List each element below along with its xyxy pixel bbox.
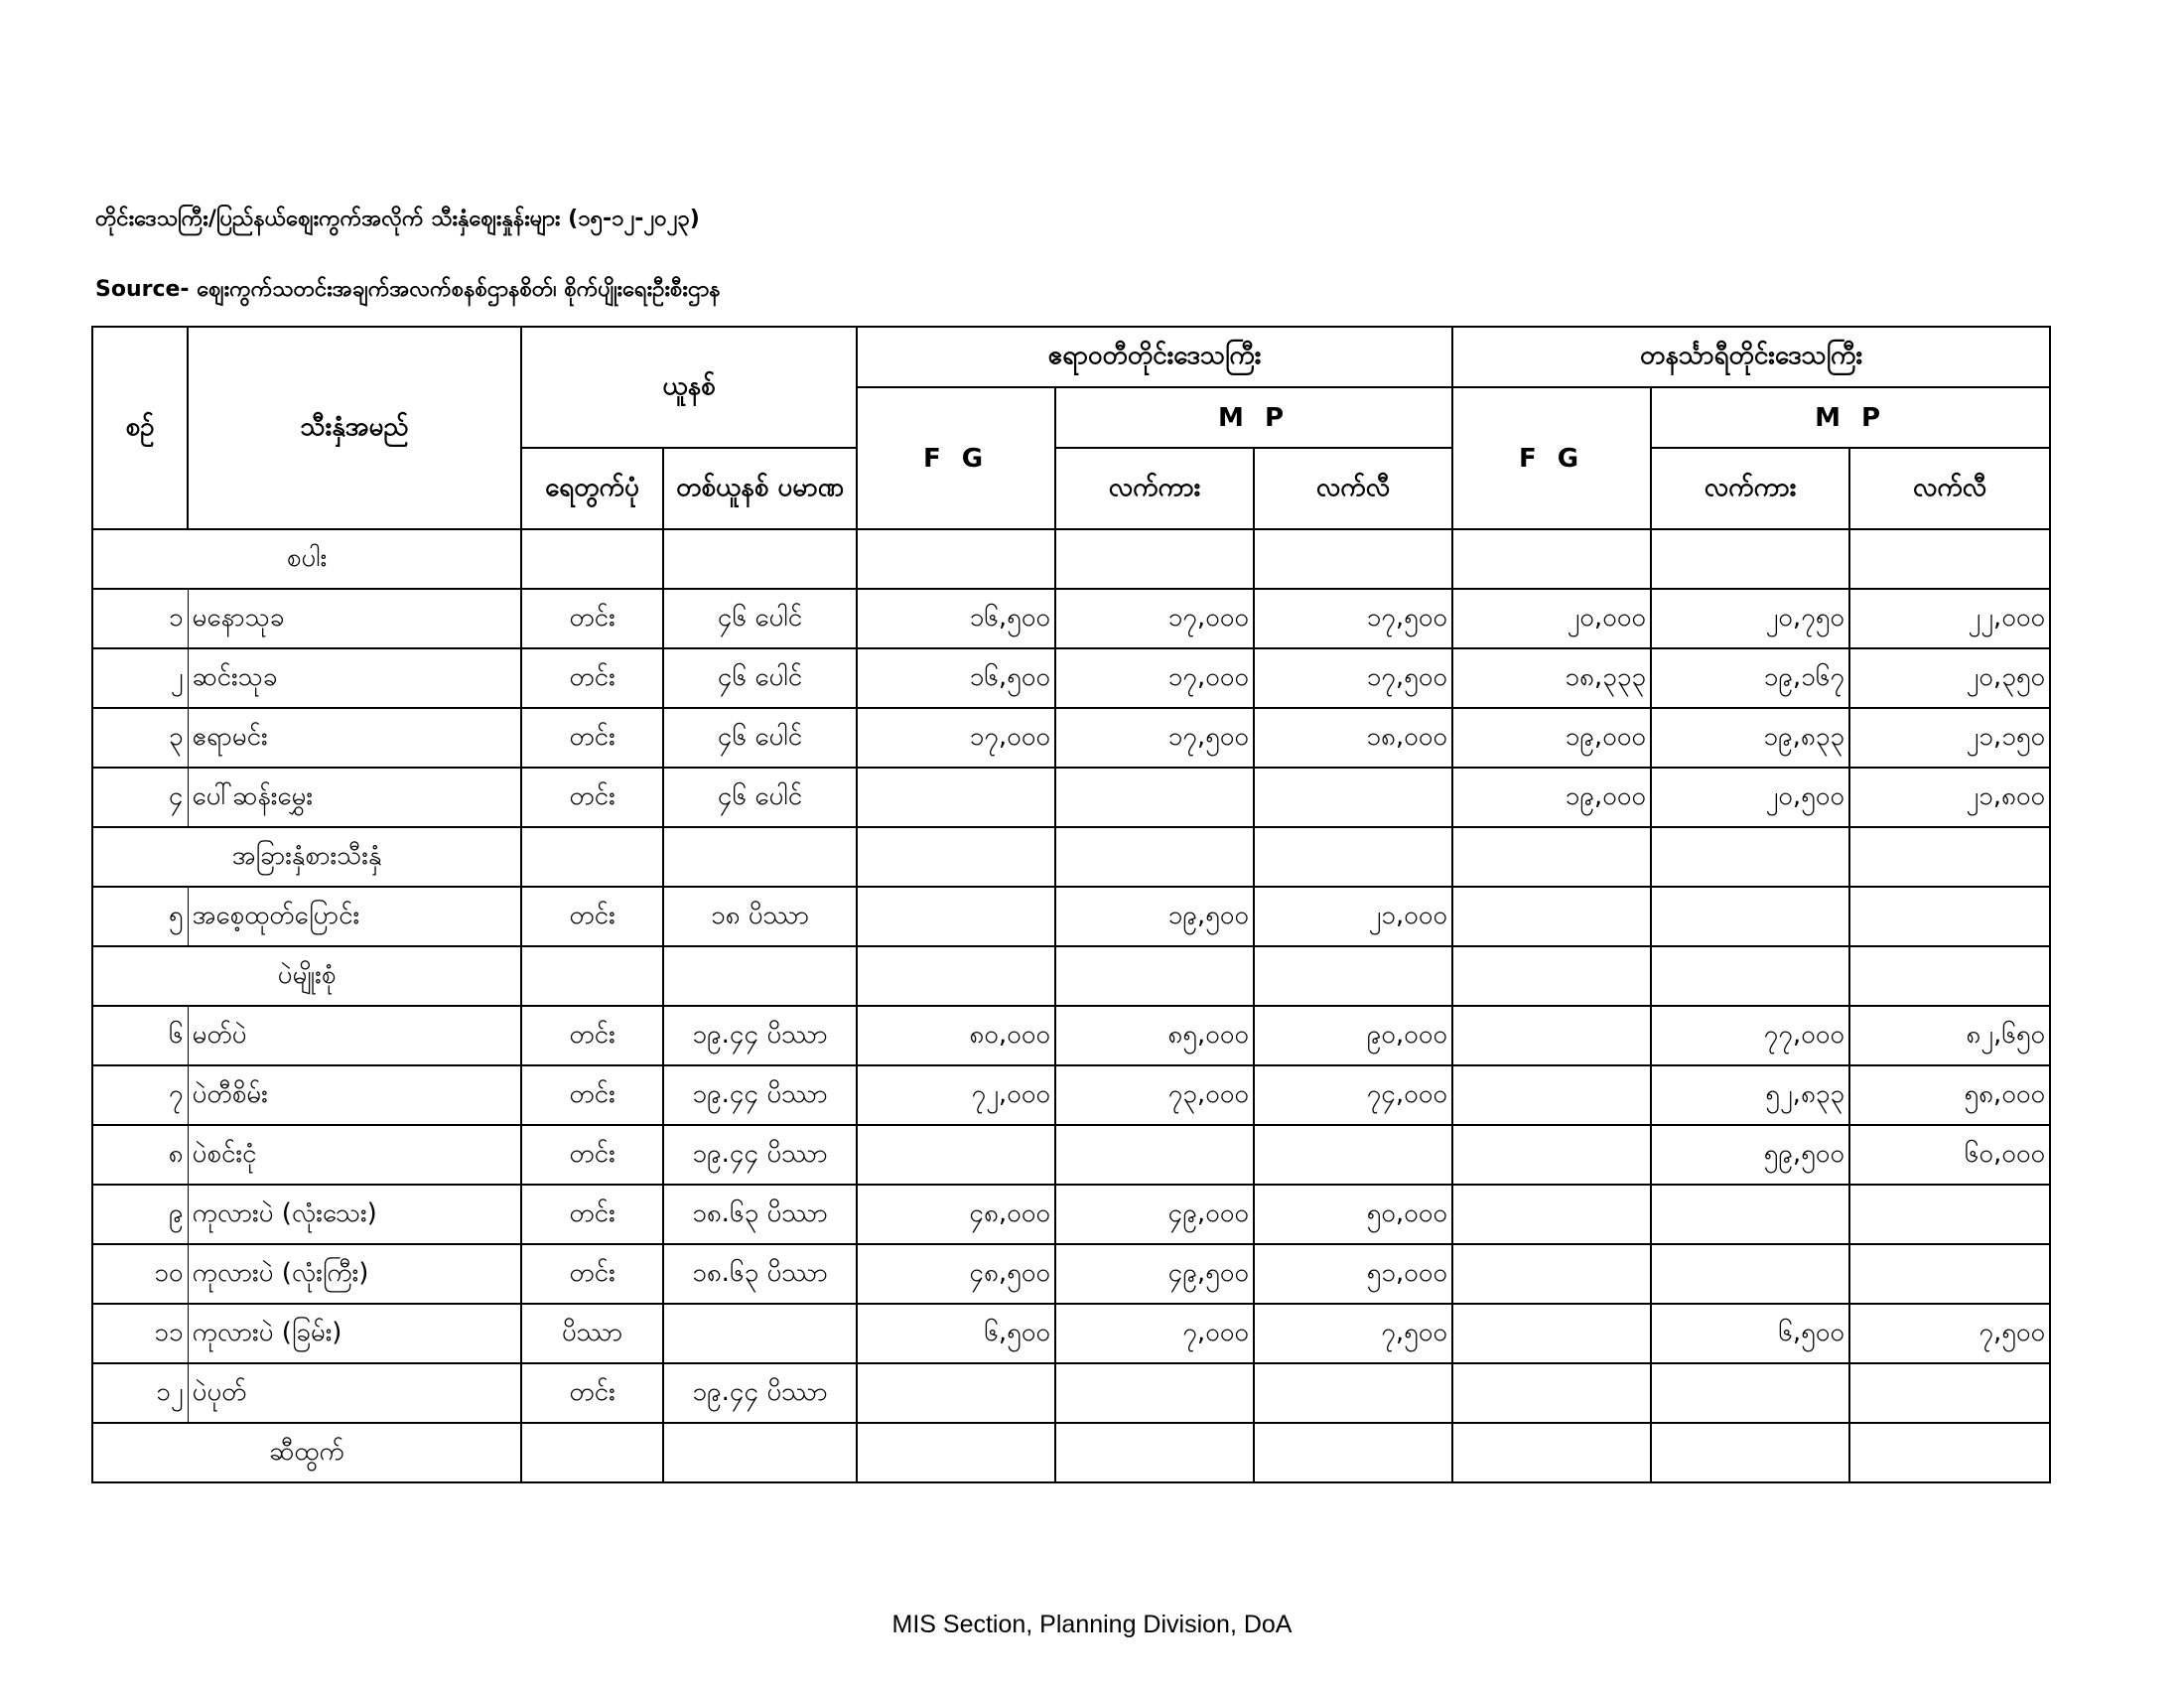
empty-cell <box>857 827 1055 887</box>
empty-cell <box>663 529 857 589</box>
header-unit-local: ရေတွက်ပုံ <box>521 448 663 529</box>
unit-size: ၁၈ ပိဿာ <box>663 887 857 946</box>
empty-cell <box>1452 1423 1651 1482</box>
category-row <box>92 529 2050 589</box>
crop-name: အစေ့ထုတ်ပြောင်း <box>188 887 521 946</box>
price-table <box>91 326 2051 1483</box>
category-row <box>92 946 2050 1006</box>
price-r1-fg: ၈၀,၀၀၀ <box>857 1006 1055 1065</box>
empty-cell <box>1651 529 1849 589</box>
price-r1-mp-wholesale: ၄၉,၅၀၀ <box>1055 1244 1254 1304</box>
empty-cell <box>521 1423 663 1482</box>
empty-cell <box>521 827 663 887</box>
price-r1-fg: ၁၆,၅၀၀ <box>857 648 1055 708</box>
crop-name: ပဲတီစိမ်း <box>188 1065 521 1125</box>
header-region-tanintharyi: တနင်္သာရီတိုင်းဒေသကြီး <box>1452 327 2050 387</box>
price-r2-fg <box>1452 1363 1651 1423</box>
price-r2-mp-retail <box>1849 1244 2050 1304</box>
price-r2-mp-wholesale: ၁၉,၈၃၃ <box>1651 708 1849 768</box>
table-row <box>92 887 2050 946</box>
crop-name: ဆင်းသုခ <box>188 648 521 708</box>
price-r2-fg <box>1452 1304 1651 1363</box>
row-number: ၁၁ <box>92 1304 188 1363</box>
empty-cell <box>857 529 1055 589</box>
unit-local: တင်း <box>521 1363 663 1423</box>
table-row <box>92 648 2050 708</box>
empty-cell <box>1055 946 1254 1006</box>
row-number: ၁၂ <box>92 1363 188 1423</box>
unit-size: ၄၆ ပေါင် <box>663 648 857 708</box>
price-r1-mp-retail <box>1254 768 1452 827</box>
price-r2-fg <box>1452 1185 1651 1244</box>
unit-local: တင်း <box>521 589 663 648</box>
header-region-ayeyarwady: ဧရာဝတီတိုင်းဒေသကြီး <box>857 327 1452 387</box>
price-r1-mp-retail: ၉၀,၀၀၀ <box>1254 1006 1452 1065</box>
header-mp-1: M P <box>1055 387 1452 448</box>
table-row <box>92 708 2050 768</box>
empty-cell <box>1254 529 1452 589</box>
empty-cell <box>663 1423 857 1482</box>
price-r2-fg <box>1452 1006 1651 1065</box>
table-row <box>92 1125 2050 1185</box>
price-r1-mp-wholesale: ၇,၀၀၀ <box>1055 1304 1254 1363</box>
empty-cell <box>1849 827 2050 887</box>
price-r1-fg: ၄၈,၅၀၀ <box>857 1244 1055 1304</box>
price-r1-fg: ၁၆,၅၀၀ <box>857 589 1055 648</box>
empty-cell <box>1452 946 1651 1006</box>
empty-cell <box>1651 827 1849 887</box>
header-crop-name: သီးနှံအမည် <box>188 327 521 529</box>
table-row <box>92 1065 2050 1125</box>
crop-name: မနောသုခ <box>188 589 521 648</box>
crop-name: မတ်ပဲ <box>188 1006 521 1065</box>
table-row <box>92 768 2050 827</box>
crop-name: ကုလားပဲ (လုံးသေး) <box>188 1185 521 1244</box>
header-wholesale-1: လက်ကား <box>1055 448 1254 529</box>
unit-local: တင်း <box>521 1006 663 1065</box>
crop-name: ကုလားပဲ (လုံးကြီး) <box>188 1244 521 1304</box>
category-label: ဆီထွက် <box>92 1423 521 1482</box>
price-r1-mp-wholesale: ၈၅,၀၀၀ <box>1055 1006 1254 1065</box>
price-r1-mp-wholesale <box>1055 1363 1254 1423</box>
price-r2-mp-wholesale <box>1651 1185 1849 1244</box>
price-r1-mp-retail: ၇၄,၀၀၀ <box>1254 1065 1452 1125</box>
unit-size: ၁၈.၆၃ ပိဿာ <box>663 1185 857 1244</box>
price-r2-fg <box>1452 887 1651 946</box>
unit-local: တင်း <box>521 768 663 827</box>
price-r2-mp-wholesale: ၂၀,၇၅၀ <box>1651 589 1849 648</box>
header-mp-2: M P <box>1651 387 2050 448</box>
empty-cell <box>521 946 663 1006</box>
price-r2-mp-retail: ၂၁,၁၅၀ <box>1849 708 2050 768</box>
empty-cell <box>1651 1423 1849 1482</box>
price-r1-mp-retail <box>1254 1363 1452 1423</box>
crop-name: ဧရာမင်း <box>188 708 521 768</box>
price-r2-fg: ၂၀,၀၀၀ <box>1452 589 1651 648</box>
price-r1-mp-wholesale <box>1055 768 1254 827</box>
empty-cell <box>1651 946 1849 1006</box>
category-label: စပါး <box>92 529 521 589</box>
price-r1-mp-wholesale: ၇၃,၀၀၀ <box>1055 1065 1254 1125</box>
unit-local: တင်း <box>521 648 663 708</box>
price-r2-fg <box>1452 1244 1651 1304</box>
empty-cell <box>857 946 1055 1006</box>
header-unit: ယူနစ် <box>521 327 857 448</box>
row-number: ၆ <box>92 1006 188 1065</box>
header-retail-1: လက်လီ <box>1254 448 1452 529</box>
table-row <box>92 589 2050 648</box>
price-r1-mp-retail: ၁၇,၅၀၀ <box>1254 589 1452 648</box>
unit-local: တင်း <box>521 1065 663 1125</box>
empty-cell <box>1055 827 1254 887</box>
price-r2-mp-retail: ၇,၅၀၀ <box>1849 1304 2050 1363</box>
unit-size <box>663 1304 857 1363</box>
price-r2-mp-wholesale: ၅၉,၅၀၀ <box>1651 1125 1849 1185</box>
price-r2-fg: ၁၉,၀၀၀ <box>1452 708 1651 768</box>
header-wholesale-2: လက်ကား <box>1651 448 1849 529</box>
header-no: စဉ် <box>92 327 188 529</box>
page-title: တိုင်းဒေသကြီး/ပြည်နယ်ဈေးကွက်အလိုက် သီးနှံဈေးနှုန်းများ (၁၅-၁၂-၂၀၂၃) <box>95 207 700 231</box>
empty-cell <box>1849 946 2050 1006</box>
table-row <box>92 1304 2050 1363</box>
header-retail-2: လက်လီ <box>1849 448 2050 529</box>
category-row <box>92 827 2050 887</box>
unit-size: ၁၈.၆၃ ပိဿာ <box>663 1244 857 1304</box>
row-number: ၃ <box>92 708 188 768</box>
price-r2-mp-retail: ၈၂,၆၅၀ <box>1849 1006 2050 1065</box>
crop-name: ပဲပုတ် <box>188 1363 521 1423</box>
category-label: ပဲမျိုးစုံ <box>92 946 521 1006</box>
unit-size: ၁၉.၄၄ ပိဿာ <box>663 1065 857 1125</box>
unit-size: ၄၆ ပေါင် <box>663 768 857 827</box>
unit-local: ပိဿာ <box>521 1304 663 1363</box>
unit-size: ၁၉.၄၄ ပိဿာ <box>663 1363 857 1423</box>
empty-cell <box>1849 529 2050 589</box>
price-r1-mp-retail: ၅၁,၀၀၀ <box>1254 1244 1452 1304</box>
price-r1-mp-retail: ၇,၅၀၀ <box>1254 1304 1452 1363</box>
empty-cell <box>1254 1423 1452 1482</box>
table-row <box>92 1185 2050 1244</box>
row-number: ၅ <box>92 887 188 946</box>
price-r1-mp-wholesale: ၁၇,၅၀၀ <box>1055 708 1254 768</box>
row-number: ၄ <box>92 768 188 827</box>
empty-cell <box>521 529 663 589</box>
table-row <box>92 1244 2050 1304</box>
price-r1-mp-wholesale: ၁၇,၀၀၀ <box>1055 589 1254 648</box>
page-footer: MIS Section, Planning Division, DoA <box>891 1611 1293 1638</box>
price-r1-fg: ၇၂,၀၀၀ <box>857 1065 1055 1125</box>
row-number: ၉ <box>92 1185 188 1244</box>
empty-cell <box>1452 827 1651 887</box>
empty-cell <box>1055 1423 1254 1482</box>
price-r1-mp-wholesale: ၄၉,၀၀၀ <box>1055 1185 1254 1244</box>
price-r2-mp-retail <box>1849 1363 2050 1423</box>
row-number: ၇ <box>92 1065 188 1125</box>
price-r2-mp-wholesale: ၆,၅၀၀ <box>1651 1304 1849 1363</box>
price-r1-mp-retail <box>1254 1125 1452 1185</box>
table-row <box>92 1363 2050 1423</box>
row-number: ၈ <box>92 1125 188 1185</box>
price-r1-mp-wholesale: ၁၉,၅၀၀ <box>1055 887 1254 946</box>
price-r1-mp-retail: ၂၁,၀၀၀ <box>1254 887 1452 946</box>
source-line: Source- ဈေးကွက်သတင်းအချက်အလက်စနစ်ဌာနစိတ်၊ စိုက်ပျိုးရေးဦးစီးဌာန <box>95 277 721 302</box>
price-r2-fg <box>1452 1065 1651 1125</box>
category-label: အခြားနှံစားသီးနှံ <box>92 827 521 887</box>
price-r1-mp-retail: ၅၀,၀၀၀ <box>1254 1185 1452 1244</box>
unit-size: ၁၉.၄၄ ပိဿာ <box>663 1006 857 1065</box>
crop-name: ပဲစင်းငုံ <box>188 1125 521 1185</box>
crop-name: ကုလားပဲ (ခြမ်း) <box>188 1304 521 1363</box>
table-row <box>92 1006 2050 1065</box>
row-number: ၂ <box>92 648 188 708</box>
price-r2-mp-retail <box>1849 1185 2050 1244</box>
empty-cell <box>1452 529 1651 589</box>
price-r2-mp-retail <box>1849 887 2050 946</box>
price-r1-mp-retail: ၁၈,၀၀၀ <box>1254 708 1452 768</box>
row-number: ၁၀ <box>92 1244 188 1304</box>
price-r1-fg: ၁၇,၀၀၀ <box>857 708 1055 768</box>
price-r1-fg <box>857 1363 1055 1423</box>
unit-local: တင်း <box>521 1185 663 1244</box>
price-r2-mp-wholesale: ၇၇,၀၀၀ <box>1651 1006 1849 1065</box>
crop-name: ပေါ်ဆန်းမွှေး <box>188 768 521 827</box>
price-r2-mp-wholesale: ၁၉,၁၆၇ <box>1651 648 1849 708</box>
price-r2-mp-retail: ၂၂,၀၀၀ <box>1849 589 2050 648</box>
empty-cell <box>663 946 857 1006</box>
unit-local: တင်း <box>521 1244 663 1304</box>
price-r2-mp-wholesale: ၅၂,၈၃၃ <box>1651 1065 1849 1125</box>
price-r1-fg: ၆,၅၀၀ <box>857 1304 1055 1363</box>
empty-cell <box>1849 1423 2050 1482</box>
price-r1-fg <box>857 1125 1055 1185</box>
price-r1-fg <box>857 887 1055 946</box>
header-unit-size: တစ်ယူနစ် ပမာဏ <box>663 448 857 529</box>
price-table-body <box>92 529 2050 1482</box>
empty-cell <box>1055 529 1254 589</box>
category-row <box>92 1423 2050 1482</box>
empty-cell <box>663 827 857 887</box>
price-r2-mp-retail: ၂၁,၈၀၀ <box>1849 768 2050 827</box>
price-r2-fg <box>1452 1125 1651 1185</box>
unit-size: ၁၉.၄၄ ပိဿာ <box>663 1125 857 1185</box>
price-r1-mp-retail: ၁၇,၅၀၀ <box>1254 648 1452 708</box>
price-r1-mp-wholesale: ၁၇,၀၀၀ <box>1055 648 1254 708</box>
header-fg-2: F G <box>1452 387 1651 529</box>
unit-size: ၄၆ ပေါင် <box>663 708 857 768</box>
price-r2-fg: ၁၉,၀၀၀ <box>1452 768 1651 827</box>
unit-local: တင်း <box>521 708 663 768</box>
empty-cell <box>1254 827 1452 887</box>
row-number: ၁ <box>92 589 188 648</box>
price-r2-mp-retail: ၅၈,၀၀၀ <box>1849 1065 2050 1125</box>
price-r2-mp-wholesale: ၂၀,၅၀၀ <box>1651 768 1849 827</box>
price-r2-mp-retail: ၂၀,၃၅၀ <box>1849 648 2050 708</box>
unit-local: တင်း <box>521 1125 663 1185</box>
empty-cell <box>857 1423 1055 1482</box>
unit-size: ၄၆ ပေါင် <box>663 589 857 648</box>
price-r2-mp-retail: ၆၀,၀၀၀ <box>1849 1125 2050 1185</box>
unit-local: တင်း <box>521 887 663 946</box>
price-r2-fg: ၁၈,၃၃၃ <box>1452 648 1651 708</box>
empty-cell <box>1254 946 1452 1006</box>
price-r1-mp-wholesale <box>1055 1125 1254 1185</box>
price-r2-mp-wholesale <box>1651 1244 1849 1304</box>
price-r1-fg: ၄၈,၀၀၀ <box>857 1185 1055 1244</box>
header-fg-1: F G <box>857 387 1055 529</box>
price-r2-mp-wholesale <box>1651 1363 1849 1423</box>
price-r1-fg <box>857 768 1055 827</box>
price-r2-mp-wholesale <box>1651 887 1849 946</box>
